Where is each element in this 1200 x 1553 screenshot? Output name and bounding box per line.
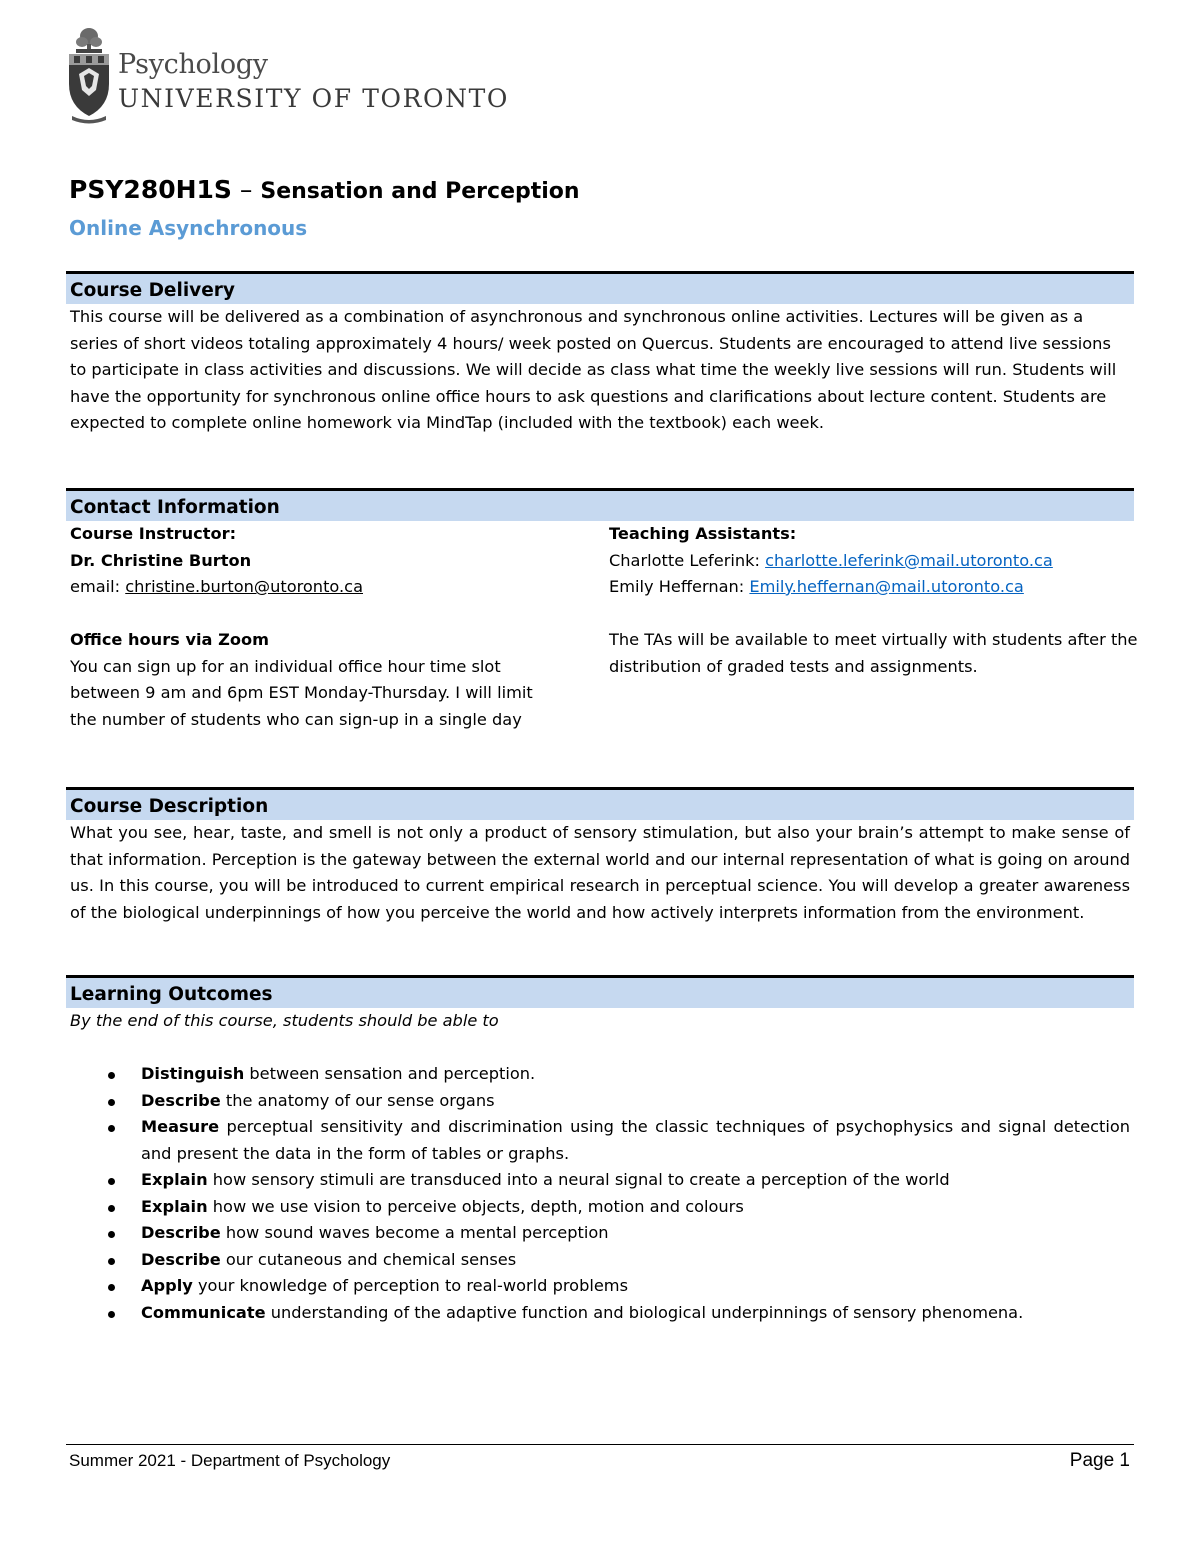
outcome-text: our cutaneous and chemical senses bbox=[220, 1249, 517, 1269]
bullet-icon bbox=[108, 1072, 115, 1079]
outcome-verb: Explain bbox=[141, 1196, 208, 1216]
instructor-column bbox=[70, 521, 550, 733]
course-code: PSY280H1S bbox=[69, 175, 232, 204]
section-course-description bbox=[66, 787, 1134, 926]
university-logo bbox=[66, 24, 509, 124]
ta-name: Charlotte Leferink: bbox=[609, 550, 766, 570]
bullet-icon bbox=[108, 1125, 115, 1132]
footer-divider bbox=[66, 1444, 1134, 1445]
ta-name: Emily Heffernan: bbox=[609, 577, 750, 596]
list-item bbox=[70, 1088, 1130, 1115]
list-item bbox=[70, 1167, 1130, 1194]
ta-note: The TAs will be available to meet virtually with students after the distribution of graded tests and assignments. bbox=[609, 630, 1138, 676]
delivery-text: This course will be delivered as a combination of asynchronous and synchronous online activities. Lectures will be given as a series of short videos totaling approximately 4 hours/ week posted on Quercus. Students are encouraged to attend live sessions to participate in class activities and discussions. We will decide as class what time the weekly live sessions will run. Students will have the opportunity for synchronous online office hours to ask questions and clarifications about lecture content. Students are expected to complete online homework via MindTap (included with the textbook) each week. bbox=[70, 307, 1117, 432]
instructor-email-row bbox=[70, 574, 550, 601]
outcome-text: how sensory stimuli are transduced into a neural signal to create a perception of the world bbox=[207, 1170, 950, 1189]
instructor-label: Course Instructor: bbox=[70, 524, 237, 543]
description-text: What you see, hear, taste, and smell is not only a product of sensory stimulation, but also your brain’s attempt to make sense of that information. Perception is the gateway between the external world and our internal representation of what is going on around us. In this course, you will be introduced to current empirical research in perceptual science. You will develop a greater awareness of the biological underpinnings of how you perceive the world and how actively interprets information from the environment. bbox=[70, 823, 1130, 922]
list-item bbox=[70, 1273, 1130, 1300]
section-heading: Contact Information bbox=[66, 491, 1134, 521]
outcome-verb: Describe bbox=[141, 1249, 221, 1269]
list-item bbox=[70, 1247, 1130, 1274]
list-item bbox=[70, 1114, 1130, 1167]
section-heading: Learning Outcomes bbox=[66, 978, 1134, 1008]
outcome-text: perceptual sensitivity and discrimination using the classic techniques of psychophysics and signal detection and present the data in the form of tables or graphs. bbox=[141, 1117, 1130, 1163]
bullet-icon bbox=[108, 1231, 115, 1238]
footer-text: Summer 2021 - Department of Psychology bbox=[69, 1451, 391, 1470]
title-dash: – bbox=[231, 175, 261, 204]
outcomes-list bbox=[70, 1061, 1130, 1326]
outcome-verb: Measure bbox=[141, 1117, 220, 1136]
section-course-delivery bbox=[66, 271, 1134, 437]
outcome-verb: Explain bbox=[141, 1170, 208, 1189]
list-item bbox=[70, 1300, 1130, 1327]
ta-email-link[interactable]: Emily.heffernan@mail.utoronto.ca bbox=[749, 577, 1024, 596]
instructor-email-link[interactable]: christine.burton@utoronto.ca bbox=[125, 577, 363, 596]
section-contact-information bbox=[66, 488, 1138, 761]
bullet-icon bbox=[108, 1178, 115, 1185]
instructor-name: Dr. Christine Burton bbox=[70, 550, 252, 570]
ta-email-link[interactable]: charlotte.leferink@mail.utoronto.ca bbox=[765, 550, 1053, 570]
outcome-text: between sensation and perception. bbox=[244, 1064, 536, 1083]
outcome-verb: Describe bbox=[141, 1090, 221, 1110]
email-label: email: bbox=[70, 577, 126, 596]
outcome-text: the anatomy of our sense organs bbox=[220, 1090, 495, 1110]
ta-row bbox=[609, 574, 1169, 601]
ta-label: Teaching Assistants: bbox=[609, 524, 797, 543]
list-item bbox=[70, 1061, 1130, 1088]
page-title bbox=[69, 175, 580, 204]
outcome-text: your knowledge of perception to real-world problems bbox=[192, 1276, 629, 1295]
section-heading: Course Delivery bbox=[66, 274, 1134, 304]
outcome-verb: Apply bbox=[141, 1276, 193, 1295]
section-learning-outcomes bbox=[66, 975, 1134, 1326]
outcome-text: understanding of the adaptive function and biological underpinnings of sensory phenomena. bbox=[265, 1302, 1024, 1322]
outcome-verb: Communicate bbox=[141, 1302, 266, 1322]
ta-column bbox=[609, 521, 1169, 680]
bullet-icon bbox=[108, 1258, 115, 1265]
office-hours-text: You can sign up for an individual office hour time slot between 9 am and 6pm EST Monday-Thursday. I will limit the number of students who can sign-up in a single day bbox=[70, 656, 533, 729]
page-number: Page 1 bbox=[1069, 1450, 1130, 1471]
outcome-verb: Describe bbox=[141, 1223, 221, 1242]
bullet-icon bbox=[108, 1099, 115, 1106]
list-item bbox=[70, 1220, 1130, 1247]
bullet-icon bbox=[108, 1284, 115, 1291]
department-name: Psychology bbox=[118, 49, 268, 80]
section-heading: Course Description bbox=[66, 790, 1134, 820]
bullet-icon bbox=[108, 1311, 115, 1318]
course-name: Sensation and Perception bbox=[260, 179, 580, 204]
university-name: UNIVERSITY OF TORONTO bbox=[118, 84, 509, 113]
outcome-text: how sound waves become a mental perception bbox=[220, 1223, 609, 1242]
outcomes-body bbox=[66, 1008, 1134, 1326]
office-hours-heading: Office hours via Zoom bbox=[70, 630, 269, 649]
outcome-text: how we use vision to perceive objects, depth, motion and colours bbox=[207, 1196, 744, 1216]
crest-icon bbox=[66, 24, 112, 124]
ta-row bbox=[609, 548, 1169, 575]
bullet-icon bbox=[108, 1205, 115, 1212]
list-item bbox=[70, 1194, 1130, 1221]
outcomes-intro: By the end of this course, students should be able to bbox=[70, 1011, 499, 1030]
contact-columns bbox=[66, 521, 1138, 761]
course-mode: Online Asynchronous bbox=[69, 216, 308, 240]
outcome-verb: Distinguish bbox=[141, 1064, 245, 1083]
